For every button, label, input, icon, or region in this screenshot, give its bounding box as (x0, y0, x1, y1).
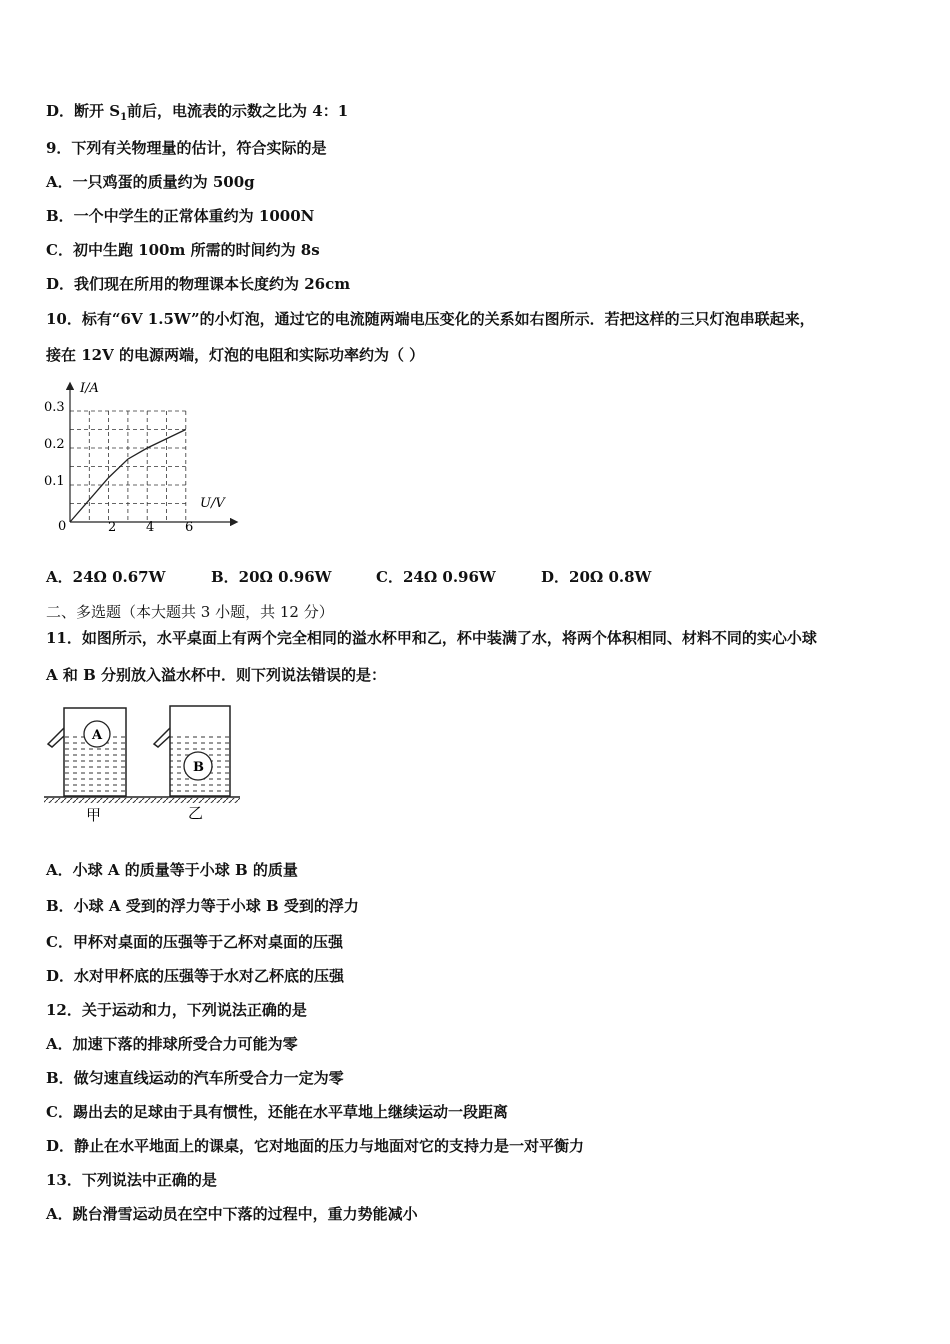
cup-yi-label: 乙 (188, 804, 204, 822)
q10-option-d: D．20Ω 0.8W (541, 568, 652, 586)
x-tick-label: 4 (146, 520, 155, 535)
q9-stem: 9．下列有关物理量的估计，符合实际的是 (46, 139, 327, 157)
q9-option-a: A．一只鸡蛋的质量约为 500g (46, 173, 255, 191)
x-axis-label: U/V (200, 496, 225, 511)
q10-stem-1: 10．标有“6V 1.5W”的小灯泡，通过它的电流随两端电压变化的关系如右图所示．若把这样的三只灯泡串联起来， (46, 310, 815, 328)
q9-option-d: D．我们现在所用的物理课本长度约为 26cm (46, 275, 351, 293)
cup-jia-spout (48, 728, 64, 747)
q10-option-a: A．24Ω 0.67W (46, 568, 166, 586)
q13-option-a: A．跳台滑雪运动员在空中下落的过程中，重力势能减小 (46, 1205, 418, 1223)
q10-stem-2: 接在 12V 的电源两端，灯泡的电阻和实际功率约为（ ） (46, 346, 425, 364)
q11-option-c: C．甲杯对桌面的压强等于乙杯对桌面的压强 (46, 933, 343, 951)
q11-option-b: B．小球 A 受到的浮力等于小球 B 受到的浮力 (46, 897, 359, 915)
q13-stem: 13．下列说法中正确的是 (46, 1171, 217, 1189)
q11-option-d: D．水对甲杯底的压强等于水对乙杯底的压强 (46, 967, 345, 985)
overflow-cups-figure (40, 698, 260, 833)
ball-b-label: B (193, 760, 204, 775)
q8d-prefix: D．断开 S (46, 102, 121, 120)
y-axis-label: I/A (80, 381, 99, 396)
q11-stem-2: A 和 B 分别放入溢水杯中．则下列说法错误的是： (46, 666, 386, 684)
x-tick-label: 2 (108, 520, 117, 535)
q12-option-c: C．踢出去的足球由于具有惯性，还能在水平草地上继续运动一段距离 (46, 1103, 508, 1121)
y-tick-label: 0.3 (44, 400, 65, 415)
q9-option-c: C．初中生跑 100m 所需的时间约为 8s (46, 241, 320, 259)
q10-option-c: C．24Ω 0.96W (376, 568, 496, 586)
origin-label: 0 (58, 519, 67, 534)
x-tick-label: 6 (185, 520, 194, 535)
q12-option-d: D．静止在水平地面上的课桌，它对地面的压力与地面对它的支持力是一对平衡力 (46, 1137, 585, 1155)
cup-yi-spout (154, 728, 170, 747)
ball-a-label: A (92, 728, 103, 743)
q12-option-a: A．加速下落的排球所受合力可能为零 (46, 1035, 298, 1053)
q12-option-b: B．做匀速直线运动的汽车所受合力一定为零 (46, 1069, 344, 1087)
q11-stem-1: 11．如图所示，水平桌面上有两个完全相同的溢水杯甲和乙，杯中装满了水，将两个体积相同、材料不同的实心小球 (46, 629, 817, 647)
q11-option-a: A．小球 A 的质量等于小球 B 的质量 (46, 861, 298, 879)
y-tick-label: 0.2 (44, 437, 65, 452)
section-2-heading: 二、多选题（本大题共 3 小题，共 12 分） (46, 603, 334, 621)
table-hatch (44, 798, 240, 803)
q8-option-d (46, 101, 348, 128)
q12-stem: 12．关于运动和力，下列说法正确的是 (46, 1001, 307, 1019)
q8d-subscript: 1 (120, 112, 128, 123)
q9-option-b: B．一个中学生的正常体重约为 1000N (46, 207, 315, 225)
q10-option-b: B．20Ω 0.96W (211, 568, 332, 586)
cup-jia-label: 甲 (86, 806, 102, 824)
q8d-suffix: 前后，电流表的示数之比为 4：1 (127, 102, 349, 120)
iu-chart (40, 378, 240, 543)
y-tick-label: 0.1 (44, 474, 65, 489)
